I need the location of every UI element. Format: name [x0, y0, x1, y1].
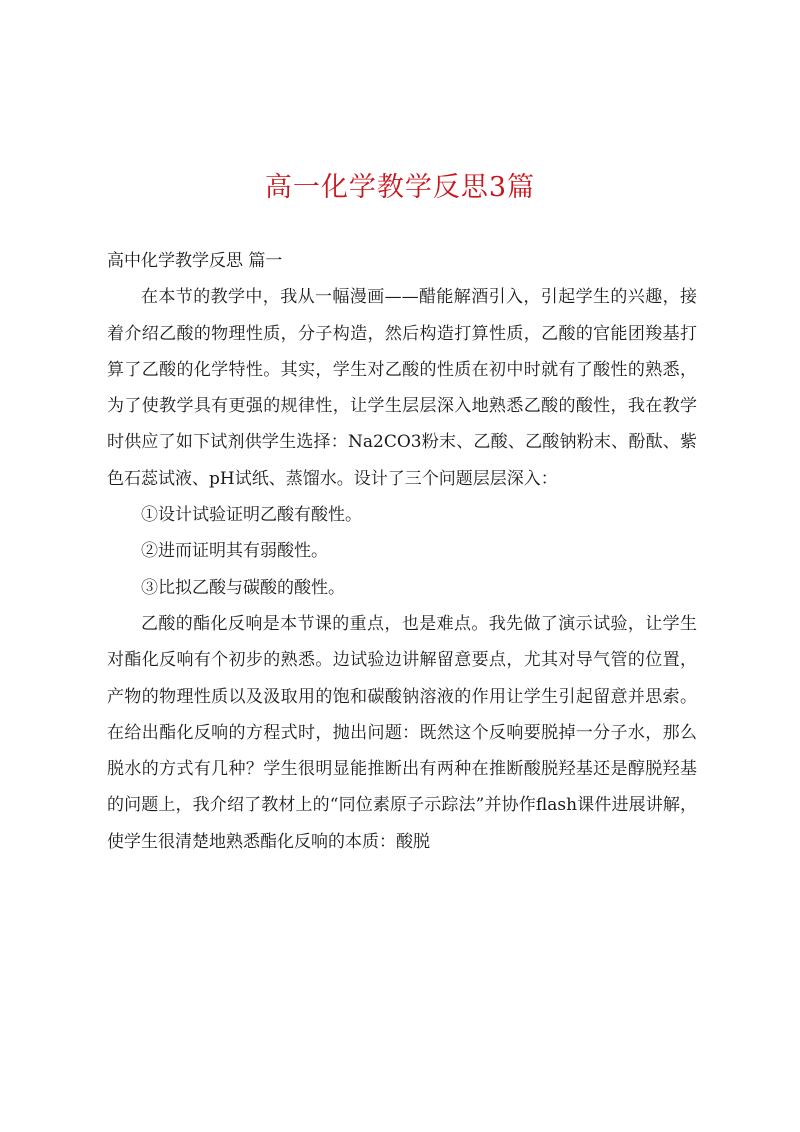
section-heading: 高中化学教学反思 篇一 [107, 251, 283, 271]
body-paragraph: 在本节的教学中，我从一幅漫画——醋能解酒引入，引起学生的兴趣，接着介绍乙酸的物理性质，分子构造，然后构造打算性质，乙酸的官能团羧基打算了乙酸的化学特性。其实，学生对乙酸的性质在初中时就有了酸性的熟悉，为了使教学具有更强的规律性，让学生层层深入地熟悉乙酸的酸性，我在教学时供应了如下试剂供学生选择：Na2CO3粉末、乙酸、乙酸钠粉末、酚酞、紫色石蕊试液、pH试纸、蒸馏水。设计了三个问题层层深入： [107, 287, 697, 489]
document-body [107, 243, 697, 860]
list-item: ②进而证明其有弱酸性。 [141, 541, 328, 562]
list-item: ①设计试验证明乙酸有酸性。 [141, 505, 362, 526]
document-title: 高一化学教学反思3篇 [264, 172, 536, 203]
body-paragraph: 乙酸的酯化反响是本节课的重点，也是难点。我先做了演示试验，让学生对酯化反响有个初步的熟悉。边试验边讲解留意要点，尤其对导气管的位置，产物的物理性质以及汲取用的饱和碳酸钠溶液的作用让学生引起留意并思索。在给出酯化反响的方程式时，抛出问题：既然这个反响要脱掉一分子水，那么脱水的方式有几种？学生很明显能推断出有两种在推断酸脱羟基还是醇脱羟基的问题上，我介绍了教材上的“同位素原子示踪法”并协作flash课件进展讲解，使学生很清楚地熟悉酯化反响的本质：酸脱 [107, 613, 697, 852]
list-item: ③比拟乙酸与碳酸的酸性。 [141, 577, 345, 598]
